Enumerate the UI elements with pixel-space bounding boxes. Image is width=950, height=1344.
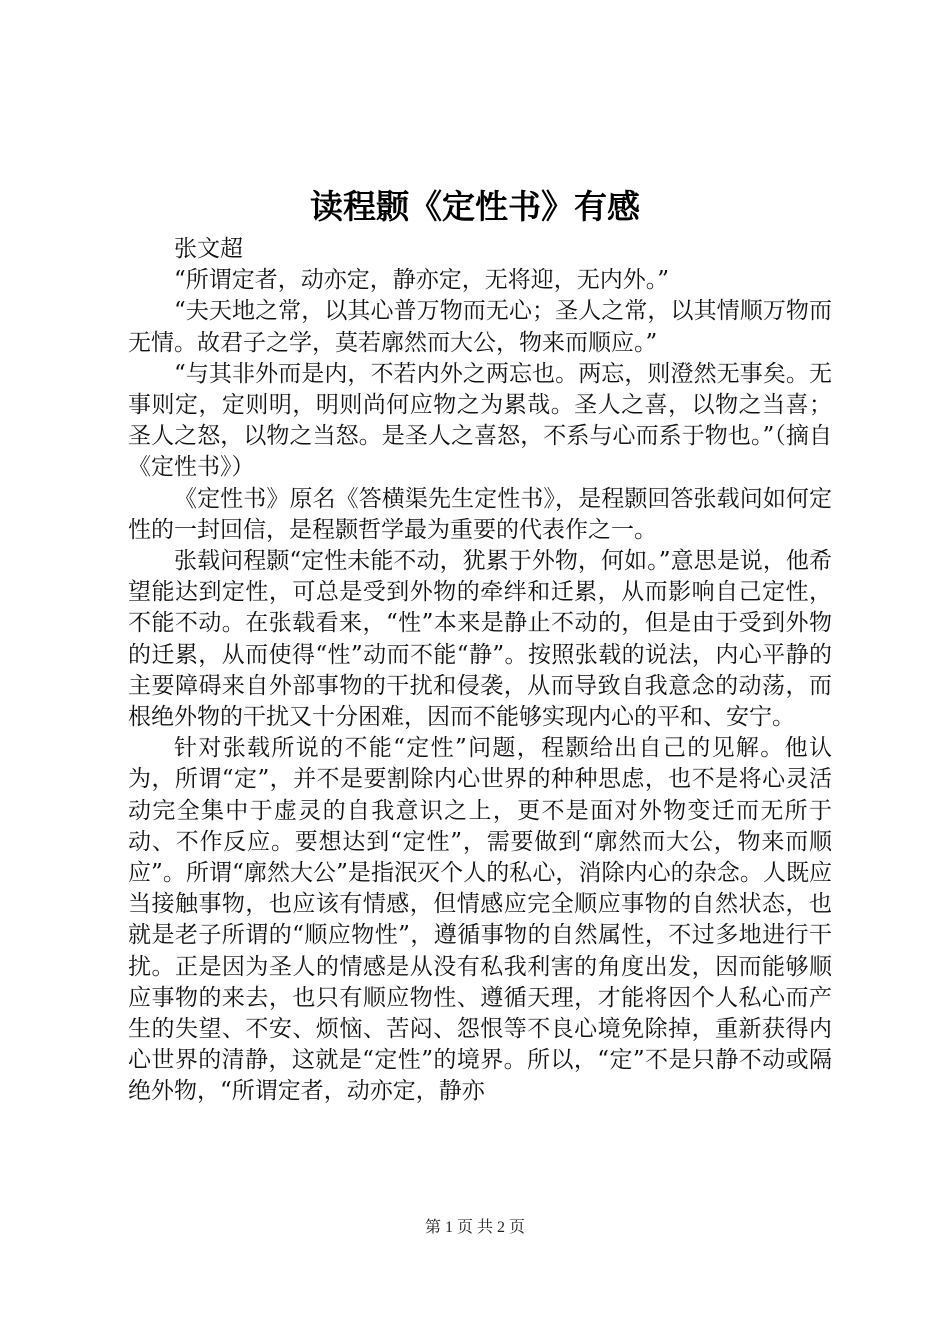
document-body	[128, 234, 832, 1108]
paragraph-6: 针对张载所说的不能“定性”问题，程颢给出自己的见解。他认为，所谓“定”，并不是要割除内心世界的种种思虑，也不是将心灵活动完全集中于虚灵的自我意识之上，更不是面对外物变迁而无所于动、不作反应。要想达到“定性”，需要做到“廓然而大公，物来而顺应”。所谓“廓然大公”是指泯灭个人的私心，消除内心的杂念。人既应当接触事物，也应该有情感，但情感应完全顺应事物的自然状态，也就是老子所谓的“顺应物性”，遵循事物的自然属性，不过多地进行干扰。正是因为圣人的情感是从没有私我利害的角度出发，因而能够顺应事物的来去，也只有顺应物性、遵循天理，才能将因个人私心而产生的失望、不安、烦恼、苦闷、怨恨等不良心境免除掉，重新获得内心世界的清静，这就是“定性”的境界。所以，“定”不是只静不动或隔绝外物，“所谓定者，动亦定，静亦	[128, 735, 832, 1105]
paragraph-3: “与其非外而是内，不若内外之两忘也。两忘，则澄然无事矣。无事则定，定则明，明则尚何应物之为累哉。圣人之喜，以物之当喜；圣人之怒，以物之当怒。是圣人之喜怒，不系与心而系于物也。”（摘自《定性书》）	[128, 360, 832, 481]
document-title: 读程颢《定性书》有感	[310, 187, 640, 226]
paragraph-5: 张载问程颢“定性未能不动，犹累于外物，何如。”意思是说，他希望能达到定性，可总是受到外物的牵绊和迁累，从而影响自己定性，不能不动。在张载看来，“性”本来是静止不动的，但是由于受到外物的迁累，从而使得“性”动而不能“静”。按照张载的说法，内心平静的主要障碍来自外部事物的干扰和侵袭，从而导致自我意念的动荡，而根绝外物的干扰又十分困难，因而不能够实现内心的平和、安宁。	[128, 548, 832, 731]
paragraph-4: 《定性书》原名《答横渠先生定性书》，是程颢回答张载问如何定性的一封回信，是程颢哲学最为重要的代表作之一。	[128, 485, 832, 543]
paragraph-1: “所谓定者，动亦定，静亦定，无将迎，无内外。”	[174, 267, 670, 294]
paragraph-2: “夫天地之常，以其心普万物而无心；圣人之常，以其情顺万物而无情。故君子之学，莫若廓然而大公，物来而顺应。”	[128, 298, 832, 356]
author-line: 张文超	[174, 236, 243, 262]
page-footer: 第 1 页 共 2 页	[424, 1219, 525, 1236]
